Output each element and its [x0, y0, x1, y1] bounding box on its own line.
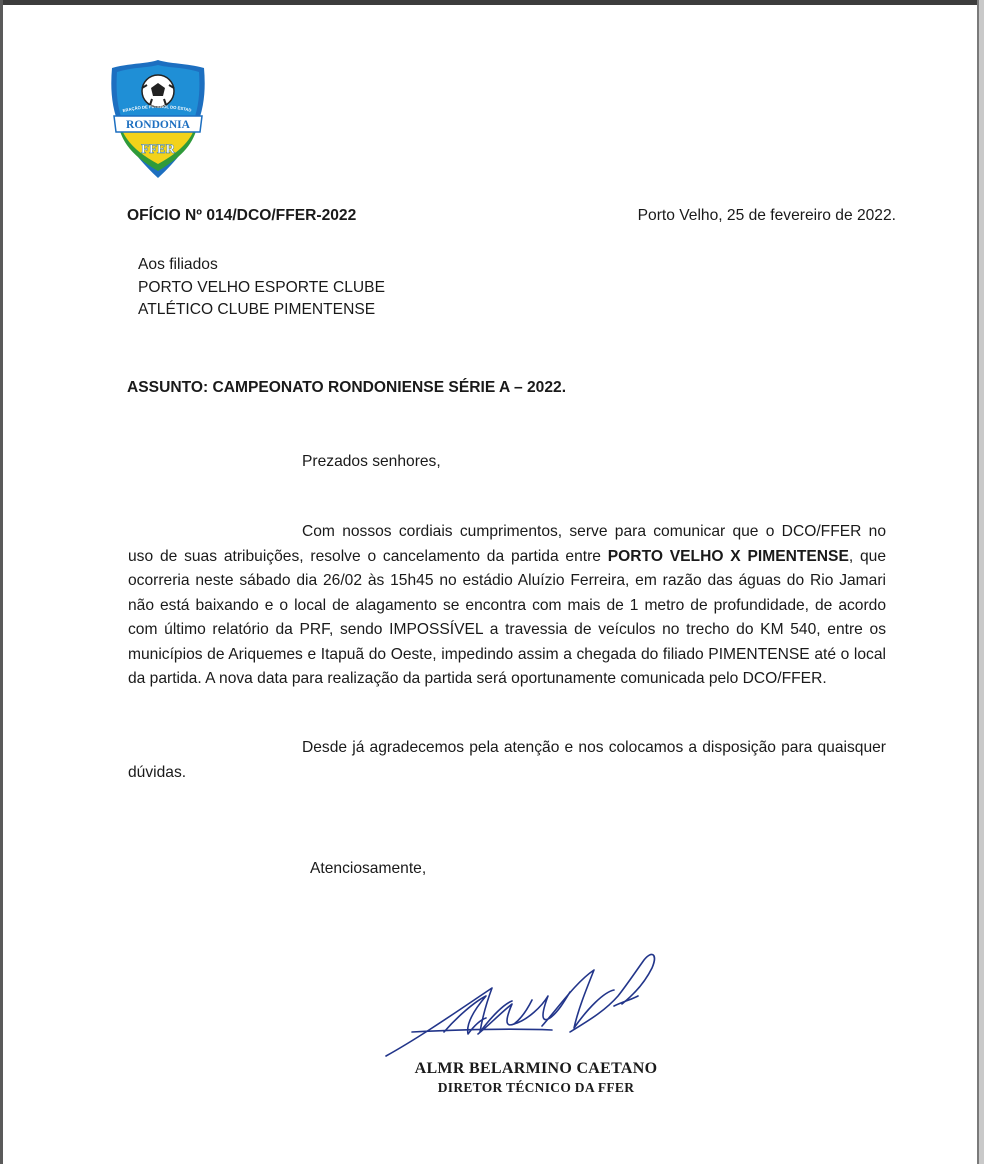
logo-abbreviation: FFER: [141, 141, 175, 156]
page-frame-top: [0, 0, 984, 5]
signatory-name: ALMR BELARMINO CAETANO: [414, 1060, 658, 1077]
logo-banner-text: RONDONIA: [126, 119, 190, 131]
signatory-role: DIRETOR TÉCNICO DA FFER: [437, 1080, 635, 1095]
match-name: PORTO VELHO X PIMENTENSE: [607, 547, 849, 565]
closing: Atenciosamente,: [310, 860, 427, 877]
body-text: , que ocorreria neste sábado dia 26/02 às 15h45 no estádio Aluízio Ferreira, em razão das águas do Rio Jamari não está baixando e o local de alagamento se encontra com mais de 1 metro de profundidade, de acordo com último relatório da PRF, sendo IMPOSSÍVEL a travessia de veículos no trecho do KM 540, entre os municípios de Ariquemes e Itapuã do Oeste, impedindo assim a chegada do filiado PIMENTENSE até o local da partida. A nova data para realização da partida será oportunamente comunicada pelo DCO/FFER.: [128, 547, 886, 687]
body-paragraph-1: [128, 520, 886, 692]
document-reference: OFÍCIO Nº 014/DCO/FFER-2022: [127, 207, 357, 224]
ffer-shield-logo-icon: [108, 58, 208, 180]
body-text: Com nossos cordiais cumprimentos, serve para comunicar que o DCO/FFER no uso de suas atribuições, resolve o cancelamento da partida entre: [128, 523, 886, 565]
page-frame-right-edge: [977, 0, 979, 1164]
page-frame-left: [0, 0, 3, 1164]
addressee-block: [138, 254, 385, 322]
body-paragraph-2: Desde já agradecemos pela atenção e nos colocamos a disposição para quaisquer dúvidas.: [128, 739, 886, 781]
addressee-line: Aos filiados: [138, 256, 218, 273]
addressee-line: PORTO VELHO ESPORTE CLUBE: [138, 278, 385, 296]
addressee-line: ATLÉTICO CLUBE PIMENTENSE: [138, 301, 376, 318]
place-and-date: Porto Velho, 25 de fevereiro de 2022.: [637, 207, 896, 224]
greeting: Prezados senhores,: [302, 453, 441, 470]
handwritten-signature-icon: [382, 946, 662, 1061]
subject-line: ASSUNTO: CAMPEONATO RONDONIENSE SÉRIE A – 2022.: [127, 379, 567, 396]
logo-curved-text: ERAÇÃO DE FUTEBOL DO ESTAD: [122, 103, 192, 114]
